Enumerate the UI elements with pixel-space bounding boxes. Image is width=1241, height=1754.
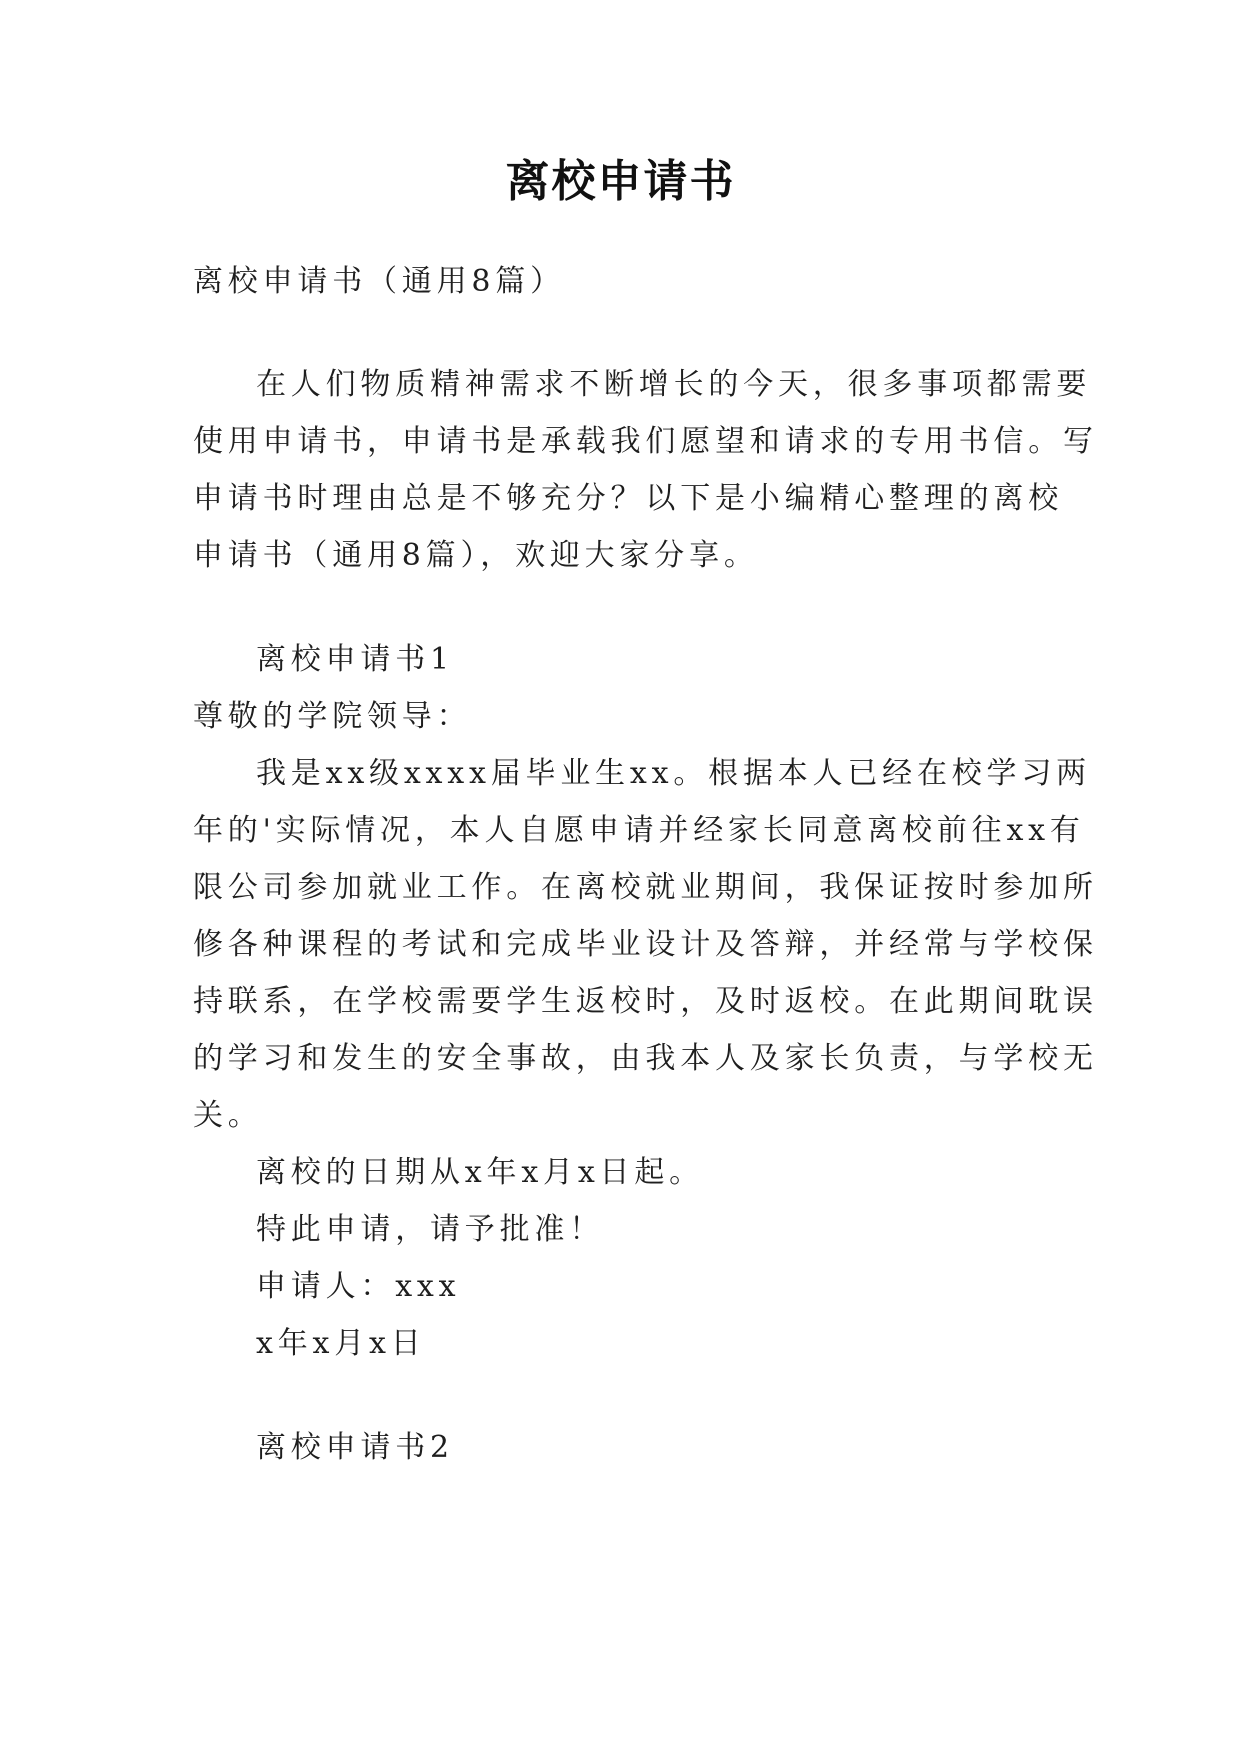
- body-line: 年的'实际情况，本人自愿申请并经家长同意离校前往xx有: [193, 813, 1085, 848]
- closing-line: 特此申请，请予批准！: [256, 1212, 604, 1247]
- intro-line: 在人们物质精神需求不断增长的今天，很多事项都需要: [256, 367, 1092, 402]
- salutation: 尊敬的学院领导：: [193, 699, 472, 734]
- signature-date: x年x月x日: [256, 1326, 426, 1361]
- section-heading: 离校申请书1: [256, 642, 454, 677]
- intro-line: 使用申请书，申请书是承载我们愿望和请求的专用书信。写: [193, 424, 1098, 459]
- body-line: 持联系，在学校需要学生返校时，及时返校。在此期间耽误: [193, 984, 1098, 1019]
- body-line: 我是xx级xxxx届毕业生xx。根据本人已经在校学习两: [256, 756, 1091, 791]
- intro-line: 申请书时理由总是不够充分？以下是小编精心整理的离校: [193, 481, 1063, 516]
- body-line: 的学习和发生的安全事故，由我本人及家长负责，与学校无: [193, 1041, 1098, 1076]
- page-title: 离校申请书: [505, 156, 736, 207]
- body-line: 修各种课程的考试和完成毕业设计及答辩，并经常与学校保: [193, 927, 1098, 962]
- leave-date-line: 离校的日期从x年x月x日起。: [256, 1155, 704, 1190]
- intro-line: 申请书（通用8篇），欢迎大家分享。: [193, 538, 759, 573]
- document-subtitle: 离校申请书（通用8篇）: [193, 264, 565, 299]
- applicant-line: 申请人：xxx: [256, 1269, 461, 1304]
- body-line: 关。: [193, 1098, 263, 1133]
- body-line: 限公司参加就业工作。在离校就业期间，我保证按时参加所: [193, 870, 1098, 905]
- section-heading: 离校申请书2: [256, 1430, 454, 1465]
